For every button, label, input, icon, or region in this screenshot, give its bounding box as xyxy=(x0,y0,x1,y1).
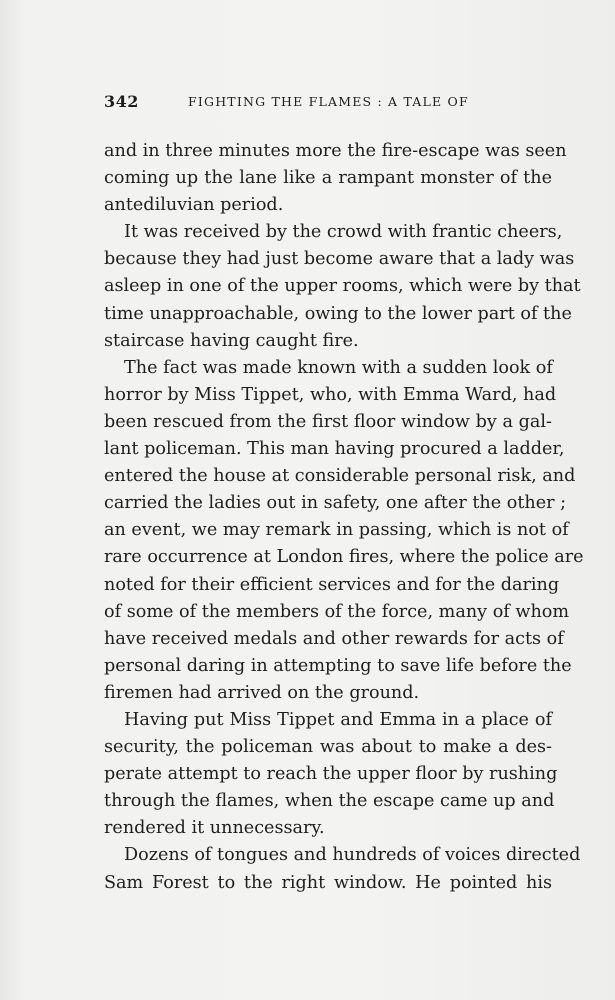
text-line: carried the ladies out in safety, one after the other ; xyxy=(104,493,567,514)
text-line: antediluvian period. xyxy=(104,195,284,216)
text-line: asleep in one of the upper rooms, which were by that xyxy=(104,276,581,297)
page-number: 342 xyxy=(104,92,139,111)
text-line: an event, we may remark in passing, which is not of xyxy=(104,520,569,541)
text-line: firemen had arrived on the ground. xyxy=(104,682,420,703)
paragraph xyxy=(104,707,558,842)
paragraph xyxy=(104,842,581,896)
text-line: because they had just become aware that a lady was xyxy=(104,249,575,270)
body-text xyxy=(104,138,584,897)
text-line: staircase having caught fire. xyxy=(104,330,359,351)
text-line: Dozens of tongues and hundreds of voices directed xyxy=(124,845,581,866)
text-line: lant policeman. This man having procured a ladder, xyxy=(104,439,565,460)
text-line: coming up the lane like a rampant monster of the xyxy=(104,168,552,189)
text-line: time unapproachable, owing to the lower part of the xyxy=(104,303,572,324)
text-line: rare occurrence at London fires, where the police are xyxy=(104,547,584,568)
text-line: rendered it unnecessary. xyxy=(104,818,325,839)
running-title: FIGHTING THE FLAMES : A TALE OF xyxy=(188,94,469,109)
text-line: and in three minutes more the fire-escape was seen xyxy=(104,141,567,161)
text-line: horror by Miss Tippet, who, with Emma Ward, had xyxy=(104,384,557,405)
text-line: through the flames, when the escape came up and xyxy=(104,791,555,812)
text-line: entered the house at considerable personal risk, and xyxy=(104,466,576,487)
paragraph xyxy=(104,138,567,219)
text-line: Having put Miss Tippet and Emma in a place of xyxy=(124,709,552,730)
text-line: perate attempt to reach the upper floor by rushing xyxy=(104,764,558,785)
text-line: personal daring in attempting to save life before the xyxy=(104,655,572,676)
text-line: been rescued from the first floor window by a gal- xyxy=(104,411,552,432)
text-line: The fact was made known with a sudden look of xyxy=(124,357,553,378)
text-line: noted for their efficient services and for the daring xyxy=(104,574,560,595)
text-line: Sam Forest to the right window. He pointed his xyxy=(104,872,552,893)
text-line: of some of the members of the force, many of whom xyxy=(104,601,570,622)
paragraph xyxy=(104,219,581,354)
text-line: have received medals and other rewards for acts of xyxy=(104,628,564,649)
text-line: security, the policeman was about to make a des- xyxy=(104,737,552,758)
paragraph xyxy=(104,355,584,707)
text-line: It was received by the crowd with frantic cheers, xyxy=(124,222,563,243)
page-header xyxy=(104,92,554,114)
